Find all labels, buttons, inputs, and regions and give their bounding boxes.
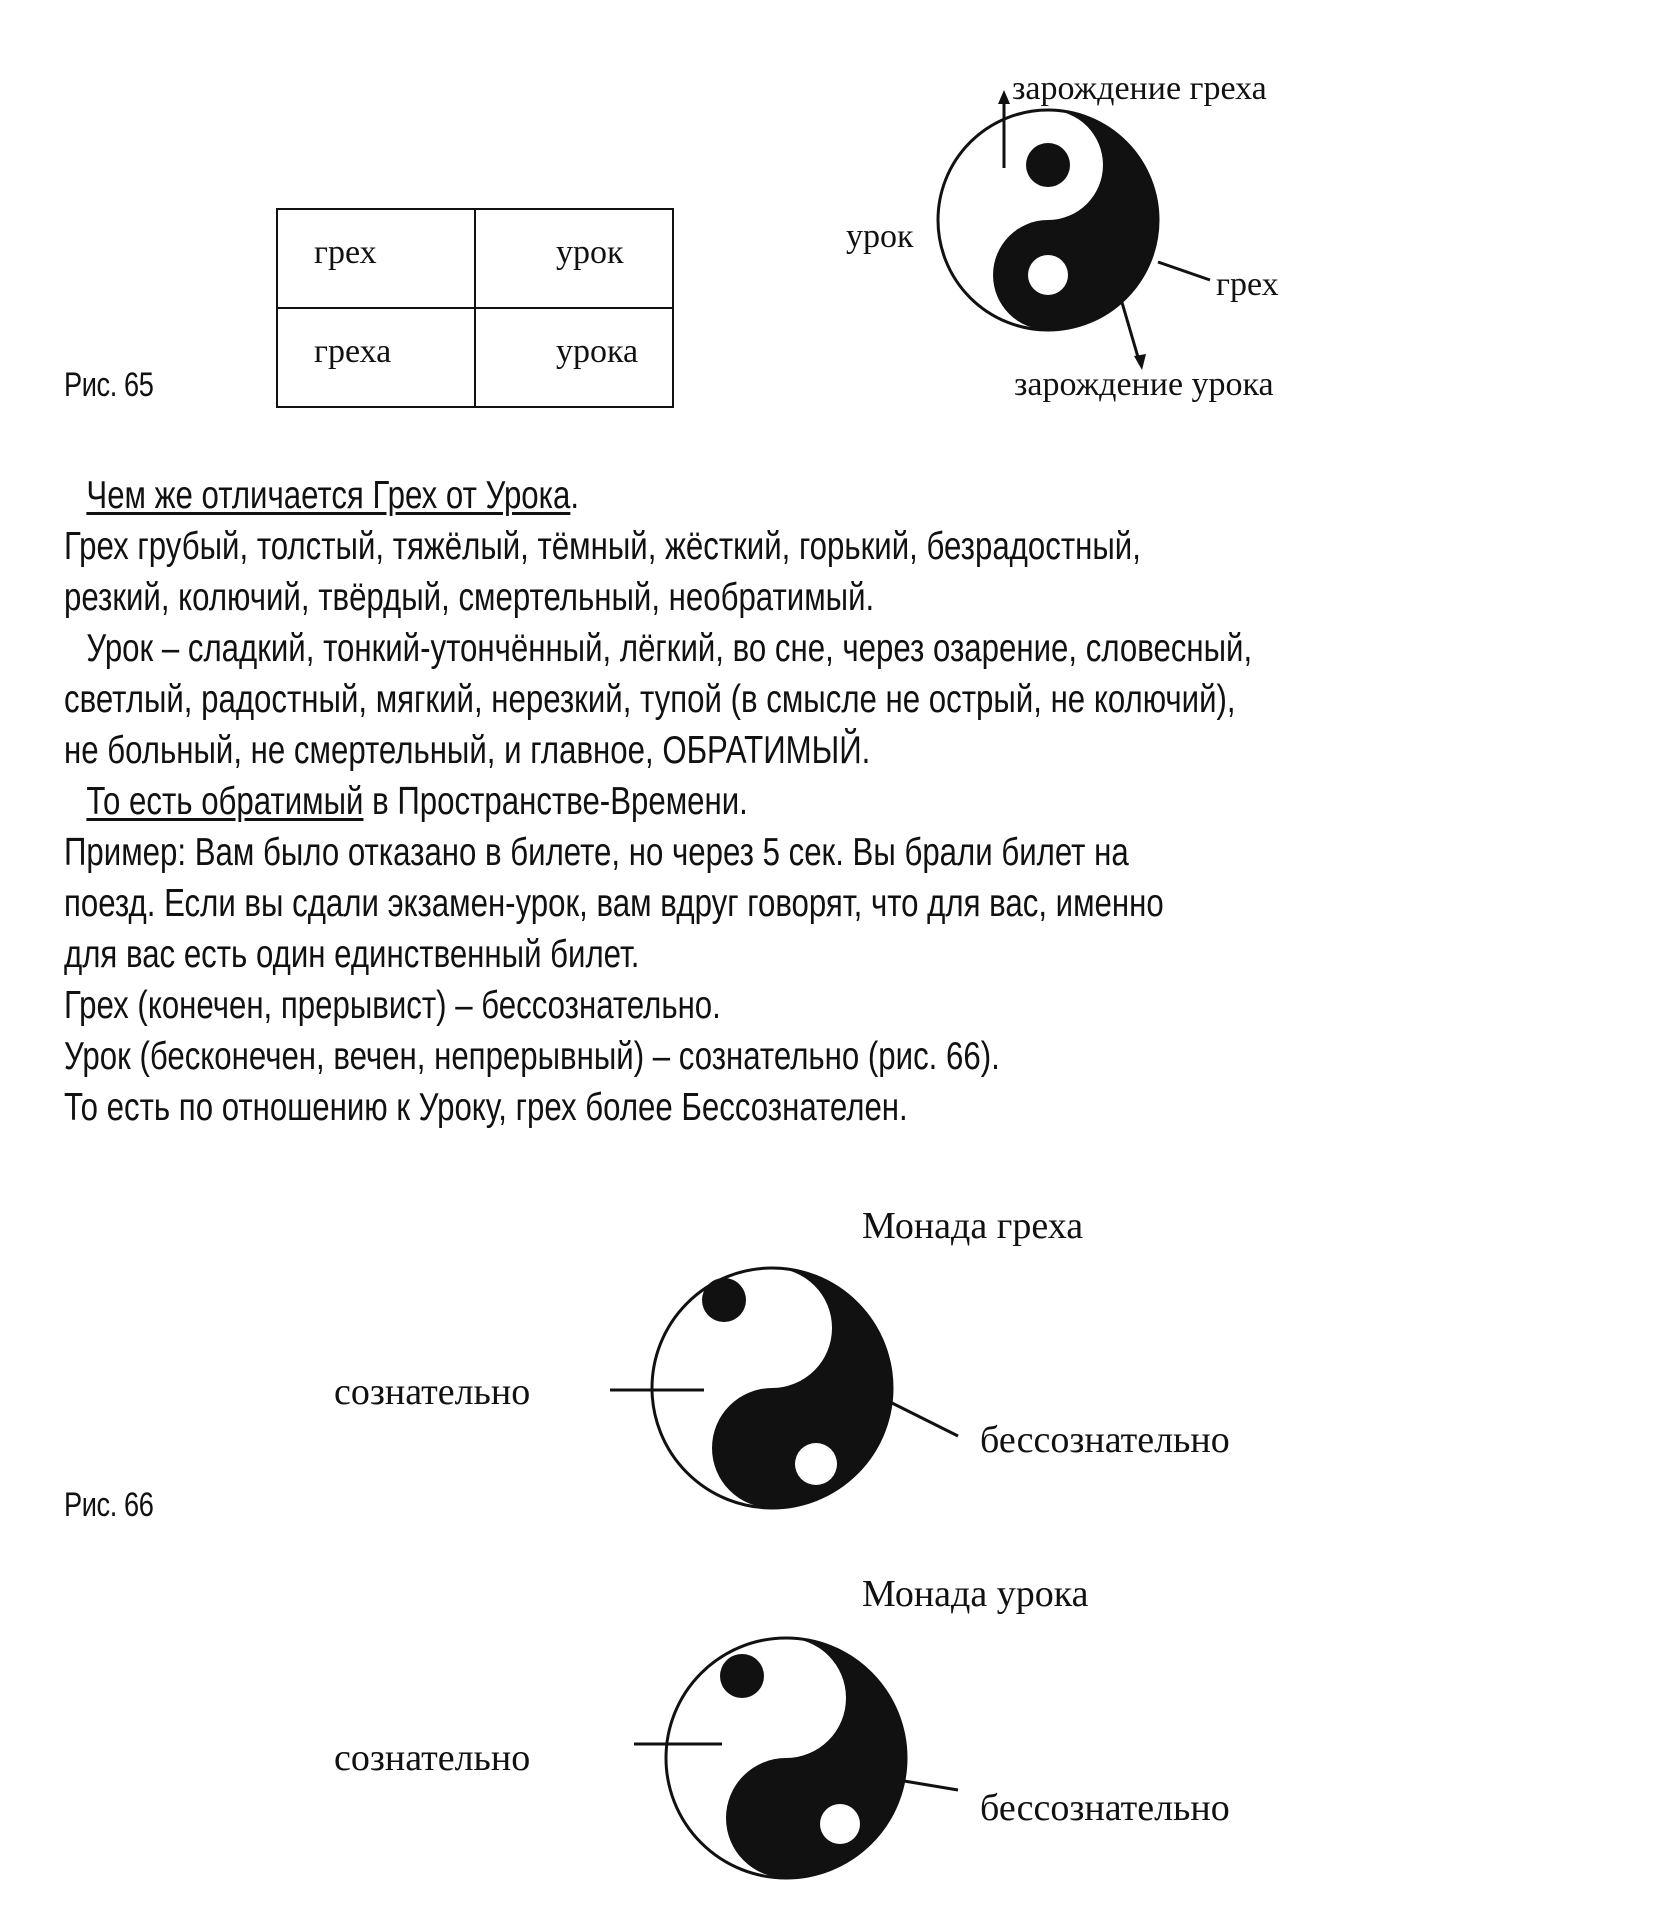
- monad-sin-label-unconscious: бессознательно: [980, 1419, 1230, 1461]
- text-line: Грех грубый, толстый, тяжёлый, тёмный, жёсткий, горький, безрадостный,: [64, 525, 1141, 568]
- monad-sin-label-conscious: сознательно: [334, 1371, 531, 1413]
- text-line: Урок – сладкий, тонкий-утончённый, лёгкий, во сне, через озарение, словесный,: [86, 627, 1253, 670]
- text-line: То есть по отношению к Уроку, грех более Бессознателен.: [64, 1086, 908, 1129]
- text-line: Грех (конечен, прерывист) – бессознательно.: [64, 984, 721, 1027]
- monad-lesson-title: Монада урока: [862, 1573, 1089, 1615]
- table-cell: урок: [475, 209, 673, 308]
- table-cell: греха: [277, 308, 475, 407]
- yin-yang-monad-sin: [0, 1250, 1668, 1530]
- text-line: светлый, радостный, мягкий, нерезкий, тупой (в смысле не острый, не колючий),: [64, 678, 1236, 721]
- table-cell: урока: [475, 308, 673, 407]
- yin-yang-monad-lesson: [0, 1620, 1668, 1900]
- heading-end: .: [570, 474, 580, 517]
- text-line: резкий, колючий, твёрдый, смертельный, необратимый.: [64, 576, 875, 619]
- text-line: Урок (бесконечен, вечен, непрерывный) – сознательно (рис. 66).: [64, 1035, 1000, 1078]
- table-cell: грех: [277, 209, 475, 308]
- section-heading: [64, 470, 1312, 521]
- text-line: для вас есть один единственный билет.: [64, 933, 640, 976]
- figure-66-label: Рис. 66: [64, 1486, 154, 1524]
- label-lesson: урок: [846, 218, 914, 255]
- text-line: не больный, не смертельный, и главное, ОБРАТИМЫЙ.: [64, 729, 871, 772]
- text-line: поезд. Если вы сдали экзамен-урок, вам вдруг говорят, что для вас, именно: [64, 882, 1164, 925]
- text-line: [64, 776, 1312, 827]
- monad-sin-title: Монада греха: [862, 1205, 1084, 1247]
- text-fragment: в Пространстве-Времени.: [363, 780, 748, 823]
- yin-yang-monad-fig65: [0, 0, 1668, 520]
- underlined-phrase: То есть обратимый: [86, 780, 364, 823]
- heading-underlined: Чем же отличается Грех от Урока: [86, 474, 571, 517]
- figure-65-label: Рис. 65: [64, 366, 154, 404]
- label-lesson-origin: зарождение урока: [1014, 366, 1274, 403]
- monad-lesson-label-conscious: сознательно: [334, 1737, 531, 1779]
- label-sin-origin: зарождение греха: [1012, 70, 1267, 107]
- label-sin: грех: [1216, 266, 1279, 303]
- body-text: [64, 470, 1624, 1133]
- monad-lesson-label-unconscious: бессознательно: [980, 1787, 1230, 1829]
- text-line: Пример: Вам было отказано в билете, но через 5 сек. Вы брали билет на: [64, 831, 1129, 874]
